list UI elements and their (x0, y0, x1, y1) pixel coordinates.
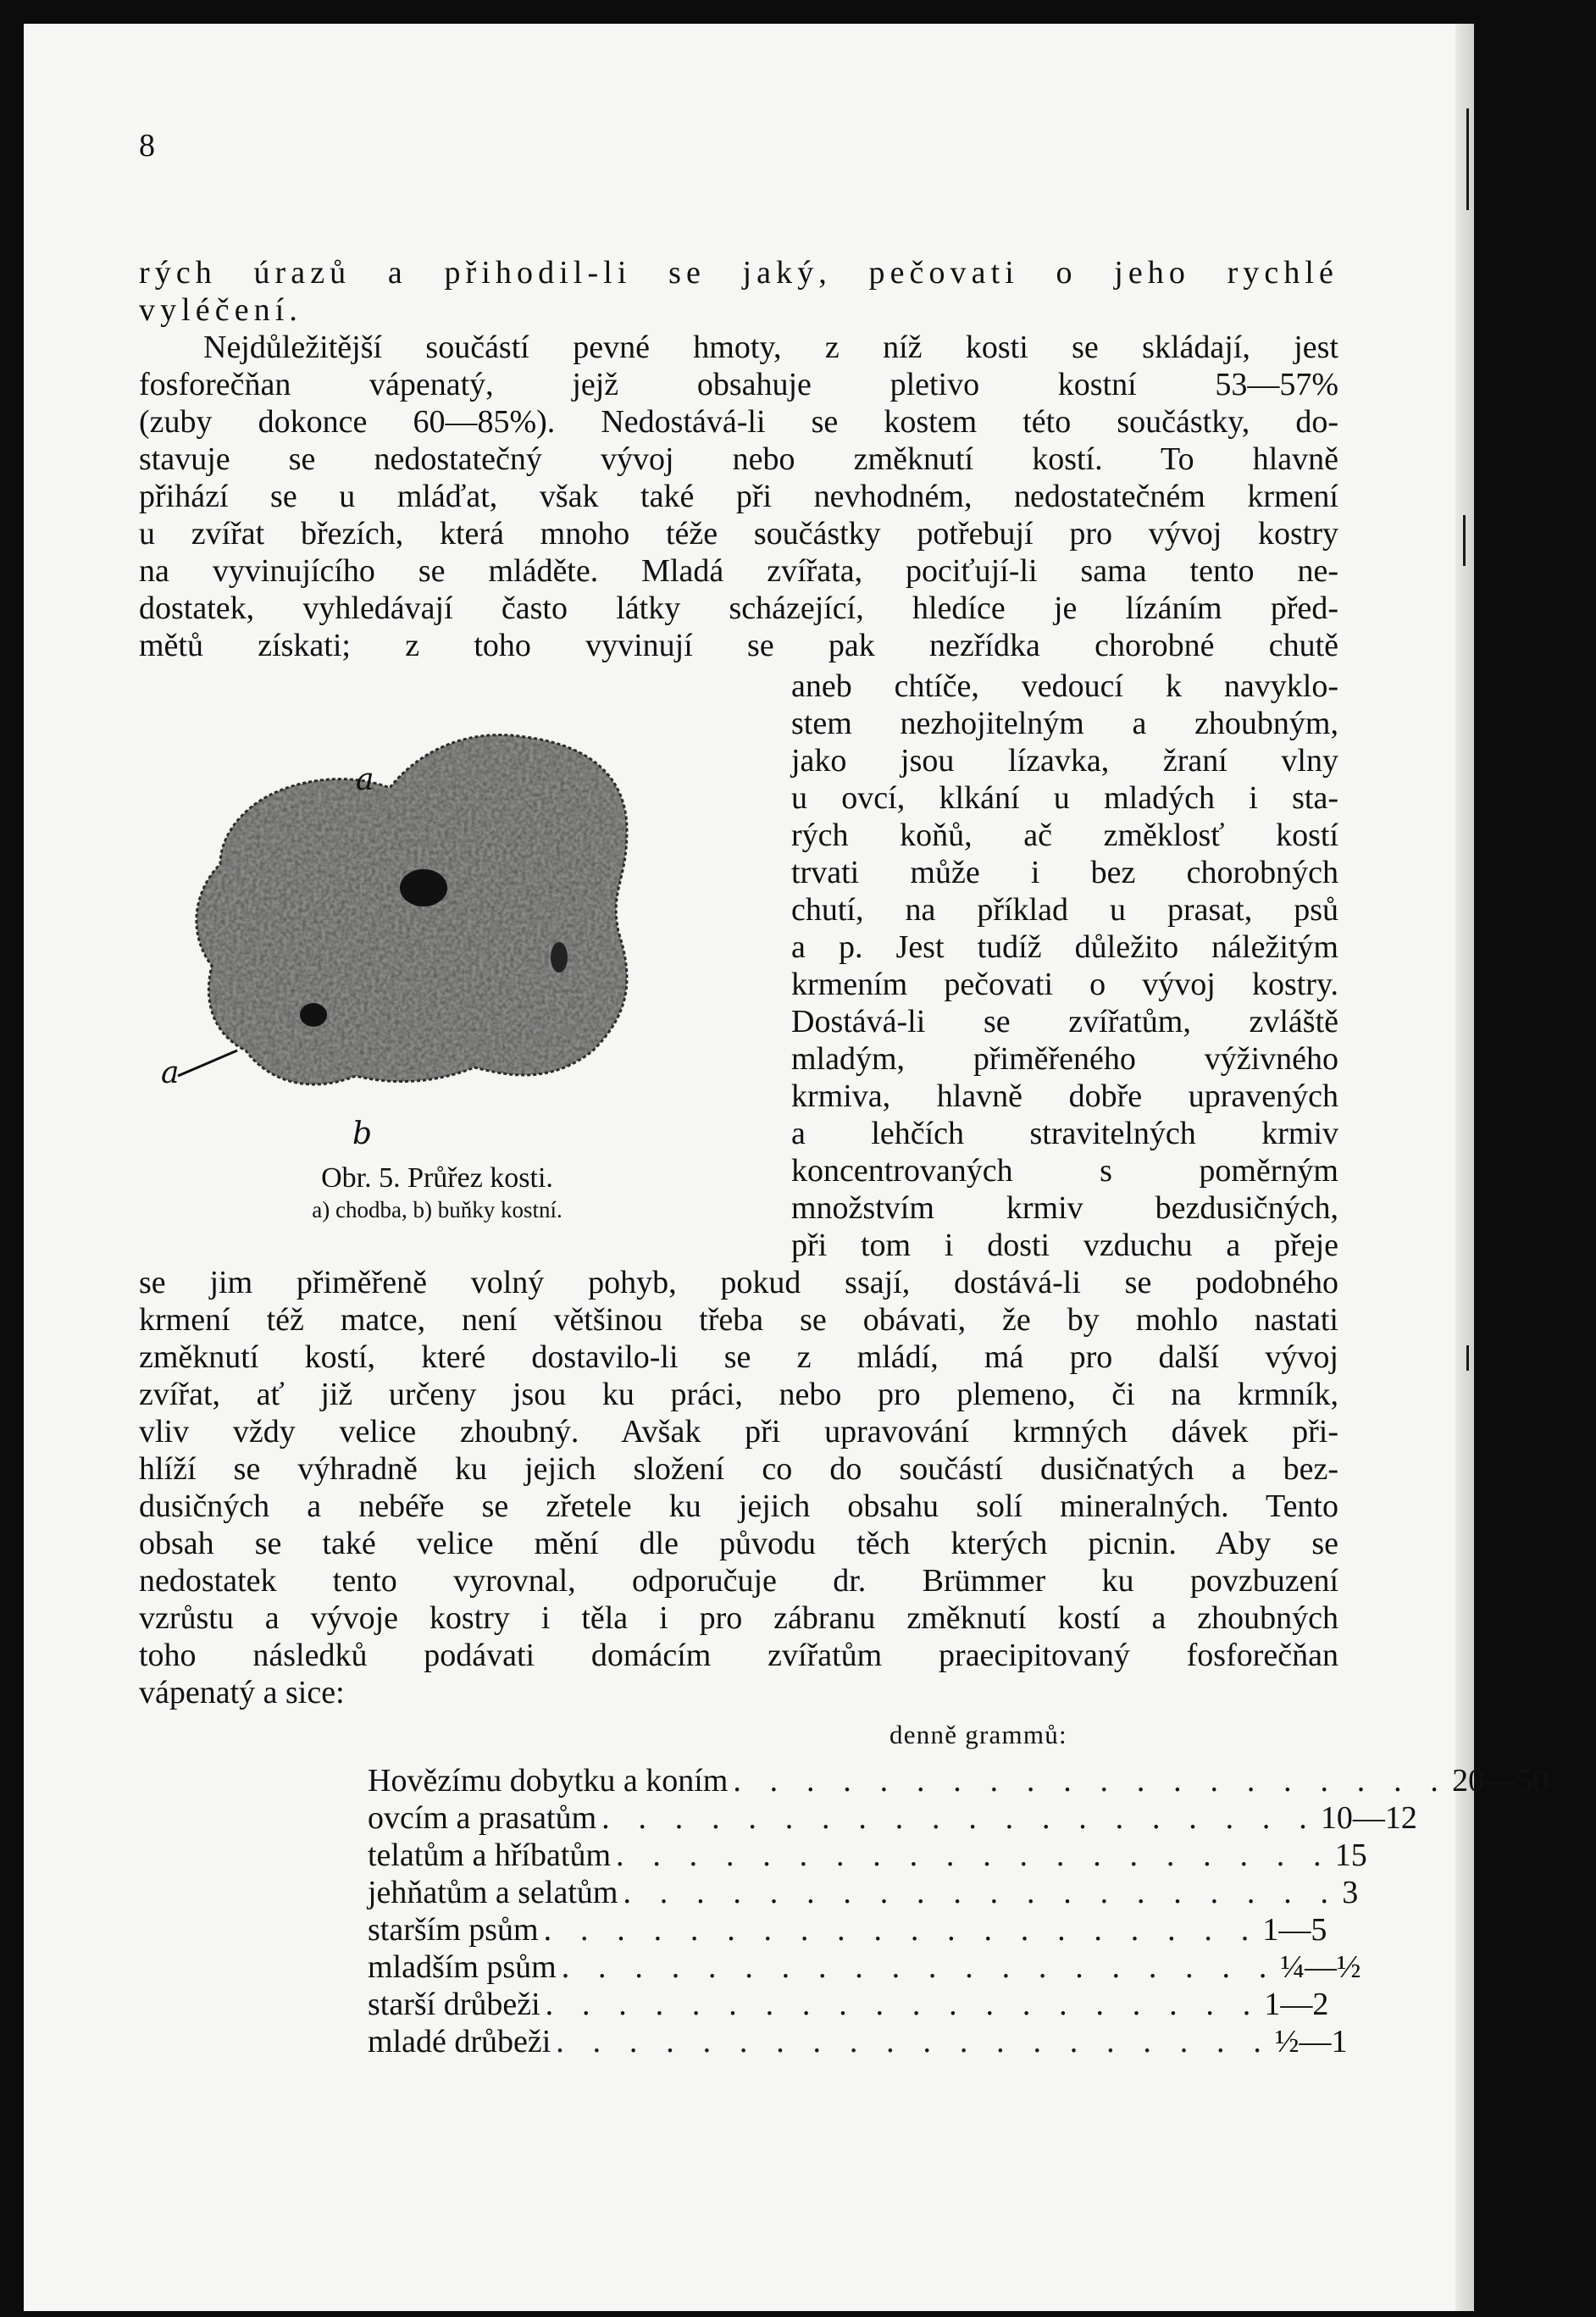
dot-leader: . . . . . . . . . . . . . . . . . . . . (561, 1949, 1277, 1985)
bone-cross-section-figure (152, 678, 771, 1161)
dosage-value: ¼—½ (1280, 1949, 1361, 1985)
pointer-a-lower (178, 1050, 237, 1076)
text-line: rých úrazů a přihodil-li se jaký, pečovati o jeho rychlé (139, 255, 1338, 291)
figure-label-a-top: a (356, 762, 374, 797)
dosage-value: ½—1 (1275, 2024, 1348, 2059)
dosage-value: 20—50 (1452, 1763, 1549, 1799)
text-line: množstvím krmiv bezdusičných, (791, 1190, 1338, 1226)
dot-leader: . . . . . . . . . . . . . . . . . . . . (545, 1987, 1261, 2022)
figure-caption: Obr. 5. Průřez kosti. (321, 1162, 553, 1194)
dosage-animal: Hovězímu dobytku a koním (368, 1763, 729, 1799)
text-line: vzrůstu a vývoje kostry i těla i pro zábranu změknutí kostí a zhoubných (139, 1600, 1338, 1636)
dosage-value: 10—12 (1320, 1800, 1417, 1836)
figure-label-a-lower: a (161, 1056, 180, 1090)
dot-leader: . . . . . . . . . . . . . . . . . . . . (543, 1912, 1260, 1948)
text-line: změknutí kostí, které dostavilo-li se z mládí, má pro další vývoj (139, 1339, 1338, 1375)
dosage-value: 1—2 (1264, 1987, 1329, 2022)
text-line: dusičných a nebéře se zřetele ku jejich obsahu solí mineralných. Tento (139, 1488, 1338, 1524)
text-line: mětů získati; z toho vyvinují se pak nezřídka chorobné chutě (139, 628, 1338, 663)
canal-large (400, 869, 447, 906)
bone-section-illustration (152, 678, 771, 1161)
page-number: 8 (139, 128, 155, 164)
dosage-row (368, 1799, 1417, 1837)
text-line: vliv vždy velice zhoubný. Avšak při upravování krmných dávek při- (139, 1414, 1338, 1450)
text-line: u zvířat březích, která mnoho téže součástky potřebují pro vývoj kostry (139, 516, 1338, 552)
text-line: toho následků podávati domácím zvířatům praecipitovaný fosforečňan (139, 1638, 1338, 1673)
dosage-value: 15 (1334, 1838, 1367, 1873)
text-line: stem nezhojitelným a zhoubným, (791, 706, 1338, 741)
dosage-value: 3 (1342, 1875, 1359, 1910)
text-line: Dostává-li se zvířatům, zvláště (791, 1004, 1338, 1039)
text-line: se jim přiměřeně volný pohyb, pokud ssají, dostává-li se podobného (139, 1265, 1338, 1300)
dosage-animal: mladé drůbeži (368, 2024, 551, 2059)
text-line: jako jsou lízavka, žraní vlny (791, 743, 1338, 779)
canal-small (300, 1003, 327, 1027)
dosage-row (368, 1837, 1367, 1874)
text-line: dostatek, vyhledávají často látky scházející, hledíce je lízáním před- (139, 590, 1338, 626)
text-line: krmiva, hlavně dobře upravených (791, 1078, 1338, 1114)
dot-leader: . . . . . . . . . . . . . . . . . . . . (556, 2024, 1272, 2059)
figure-legend: a) chodba, b) buňky kostní. (312, 1197, 562, 1222)
dosage-row (368, 2023, 1348, 2060)
text-line: aneb chtíče, vedoucí k navyklo- (791, 668, 1338, 704)
dosage-table-header: denně grammů: (889, 1720, 1067, 1749)
dosage-row (368, 1948, 1361, 1986)
text-line: rých koňů, ač změklosť kostí (791, 818, 1338, 853)
dot-leader: . . . . . . . . . . . . . . . . . . . . (623, 1875, 1339, 1910)
text-line: hlíží se výhradně ku jejich složení co do součástí dusičnatých a bez- (139, 1451, 1338, 1487)
dosage-row (368, 1986, 1329, 2023)
page-spine-edge (1455, 24, 1474, 2311)
dosage-value: 1—5 (1262, 1912, 1327, 1948)
text-line: mladým, přiměřeného výživného (791, 1041, 1338, 1077)
text-line: (zuby dokonce 60—85%). Nedostává-li se kostem této součástky, do- (139, 404, 1338, 440)
text-line: Nejdůležitější součástí pevné hmoty, z níž kosti se skládají, jest (203, 330, 1338, 365)
text-line: na vyvinujícího se mláděte. Mladá zvířata, pociťují-li sama tento ne- (139, 553, 1338, 589)
dosage-animal: ovcím a prasatům (368, 1800, 597, 1836)
text-line: zvířat, ať již určeny jsou ku práci, nebo pro plemeno, či na krmník, (139, 1377, 1338, 1412)
text-line: stavuje se nedostatečný vývoj nebo změknutí kostí. To hlavně (139, 441, 1338, 477)
figure-label-b: b (352, 1117, 373, 1151)
text-line: chutí, na příklad u prasat, psů (791, 892, 1338, 928)
dosage-animal: starší drůbeži (368, 1987, 540, 2022)
dosage-row (368, 1911, 1327, 1948)
text-line: a p. Jest tudíž důležito náležitým (791, 929, 1338, 965)
text-line: přihází se u mláďat, však také při nevhodném, nedostatečném krmení (139, 479, 1338, 514)
dosage-animal: jehňatům a selatům (368, 1875, 618, 1910)
dot-leader: . . . . . . . . . . . . . . . . . . . . (733, 1763, 1449, 1799)
dosage-row (368, 1874, 1359, 1911)
dosage-table (368, 1762, 1549, 2060)
text-line: trvati může i bez chorobných (791, 855, 1338, 890)
dosage-animal: telatům a hříbatům (368, 1838, 612, 1873)
text-line: fosforečňan vápenatý, jejž obsahuje pletivo kostní 53—57% (139, 367, 1338, 402)
text-line: koncentrovaných s poměrným (791, 1153, 1338, 1189)
text-line: při tom i dosti vzduchu a přeje (791, 1228, 1338, 1263)
dot-leader: . . . . . . . . . . . . . . . . . . . . (616, 1838, 1332, 1873)
text-line: krmení též matce, není většinou třeba se obávati, že by mohlo nastati (139, 1302, 1338, 1338)
text-line: krmením pečovati o vývoj kostry. (791, 967, 1338, 1002)
text-line: obsah se také velice mění dle původu těch kterých picnin. Aby se (139, 1526, 1338, 1561)
dot-leader: . . . . . . . . . . . . . . . . . . . . (601, 1800, 1317, 1836)
text-line: a lehčích stravitelných krmiv (791, 1116, 1338, 1151)
text-line: vápenatý a sice: (139, 1675, 345, 1710)
text-line: u ovcí, klkání u mladých i sta- (791, 780, 1338, 816)
dosage-row (368, 1762, 1549, 1799)
text-line: nedostatek tento vyrovnal, odporučuje dr. Brümmer ku povzbuzení (139, 1563, 1338, 1599)
text-line: vyléčení. (139, 292, 302, 328)
dosage-animal: starším psům (368, 1912, 539, 1948)
dosage-animal: mladším psům (368, 1949, 557, 1985)
